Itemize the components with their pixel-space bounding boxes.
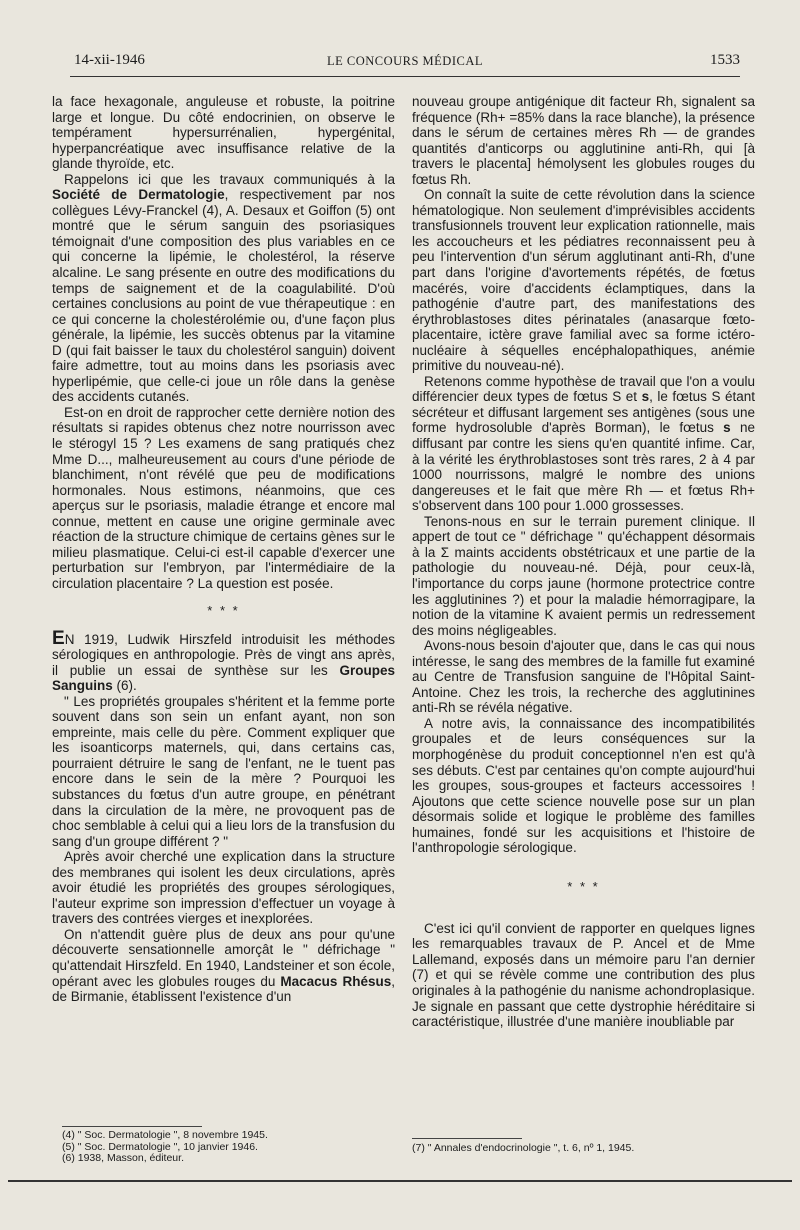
- text-run: ne diffusant par contre les siens qu'en quantité infime. Car, à la vérité les érythroblastoses sont très rares, 2 à 4 par 1000 nourrissons, malgré le nombre des unions dangereuses et le fait que mère Rh — et fœtus Rh+ s'observent dans 100 pour 1.000 grossesses.: [412, 420, 755, 514]
- issue-date: 14-xii-1946: [74, 52, 145, 68]
- paragraph: Après avoir cherché une explication dans la structure des membranes qui isolent les deux circulations, après avoir étudié les propriétés des groupes sérologiques, l'auteur exprime son impression d'effectuer un voyage à travers des contrées vierges et inexplorées.: [52, 849, 395, 927]
- footnote: (6) 1938, Masson, éditeur.: [62, 1152, 184, 1164]
- right-footnotes: [412, 1138, 742, 1154]
- paragraph: A notre avis, la connaissance des incompatibilités groupales et de leurs conséquences sur la morphogénèse du produit conceptionnel n'en est qu'à ses débuts. C'est par centaines qu'on compte aujourd'hui les groupes, sous-groupes et facteurs accessoires ! Ajoutons que cette science nouvelle pose sur un plan désormais solide et logique le problème des familles humaines, fondé sur les acquisitions et l'histoire de l'anthropologie sérologique.: [412, 715, 755, 856]
- footnote: (7) " Annales d'endocrinologie ", t. 6, nº 1, 1945.: [412, 1142, 635, 1154]
- quote-paragraph: " Les propriétés groupales s'héritent et la femme porte souvent dans son sein un enfant ayant, non son empreinte, mais celle du père. Comment expliquer que les isoanticorps maternels, qui, dans certains cas, pourraient détruire le sang de l'enfant, ne le tuent pas encore dans le sein de la mère ? Pourquoi les substances du fœtus d'un autre groupe, en pénétrant dans la circulation de la mère, ne provoquent pas de choc semblable à celui qui a lieu lors de la transfusion du sang d'un groupe différent ? ": [52, 693, 395, 849]
- fetus-type-s: s: [641, 389, 650, 405]
- footnote-rule: [412, 1138, 522, 1139]
- paragraph: Est-on en droit de rapprocher cette dernière notion des résultats si rapides obtenus chez notre nourrisson avec le stérogyl 15 ? Les examens de sang pratiqués chez Mme D..., malheureusement au cours d'une période de blanchiment, n'ont révélé que peu de modifications hormonales. Nous estimons, néanmoins, que ces aperçus sur le psoriasis, maladie étrange et encore mal connue, mettent en cause une origine germinale avec réaction de la structure chimique de certains gènes sur le milieu plasmatique. Celui-ci est-il capable d'exercer une perturbation sur l'embryon, par l'intermédiaire de la circulation placentaire ? La question est posée.: [52, 404, 395, 591]
- paragraph: [412, 374, 755, 514]
- text-run: (6).: [112, 678, 137, 694]
- page-header: [70, 52, 740, 77]
- journal-title: LE CONCOURS MÉDICAL: [326, 54, 484, 68]
- paragraph: nouveau groupe antigénique dit facteur Rh, signalent sa fréquence (Rh+ =85% dans la race blanche), la présence dans le sérum de certaines mères Rh — de grandes quantités d'anticorps ou agglutinine anti-Rh, qui [à travers le placenta] hémolysent les globules rouges du fœtus Rh.: [412, 94, 755, 187]
- drop-cap: E: [52, 627, 65, 649]
- paragraph: Tenons-nous en sur le terrain purement clinique. Il appert de tout ce " défrichage " qu'échappent désormais à la Σ maints accidents obstétricaux et une partie de la pathologie du nouveau-né. Déjà, pour ceux-là, l'importance du corps jaune (hormone protectrice contre les agglutinines ?) et pour la maladie hémorragipare, la notion de la vitamine K avaient permis un redressement des moins négligeables.: [412, 513, 755, 638]
- text-run: , de Birmanie, établissent l'existence d'un: [52, 973, 395, 1005]
- society-name: Société de Dermatologie: [52, 187, 225, 203]
- section-separator: * * *: [567, 878, 600, 894]
- paragraph: la face hexagonale, anguleuse et robuste, la poitrine large et longue. Du côté endocrinien, on observe le tempérament hypersurrénalien, hypergénital, hyperpancréatique avec insuffisance relative de la glande thyroïde, etc.: [52, 94, 395, 172]
- right-column: [412, 94, 755, 1030]
- text-run: , respectivement par nos collègues Lévy-Franckel (4), A. Desaux et Goiffon (5) ont montré que le sérum sanguin des psoriasiques témoignait d'une composition des plus variables en ce qui concerne la lipémie, le cholestérol, la réserve alcaline. Le sang présente en outre des modifications du temps de saignement et de la coagulabilité. D'où certaines conclusions au point de vue thérapeutique : en ce qui concerne la cholestérolémie ou, d'une façon plus générale, la lipémie, les succès obtenus par la vitamine D (qui fait baisser le taux du cholestérol sanguin) doivent faire admettre, tout au moins dans les psoriasis avec hyperlipémie, que celle-ci joue un rôle dans la genèse des accidents cutanés.: [52, 187, 396, 405]
- left-column: [52, 94, 395, 1005]
- text-run: , le fœtus S étant sécréteur et diffusant largement ses antigènes (sous une forme hydrosoluble d'après Borman), le fœtus: [412, 389, 755, 436]
- text-run: Retenons comme hypothèse de travail que l'on a voulu différencier deux types de fœtus S et: [412, 373, 755, 405]
- paragraph: Avons-nous besoin d'ajouter que, dans le cas qui nous intéresse, le sang des membres de la famille fut examiné au Centre de Transfusion sanguine de l'Hôpital Saint-Antoine. Chez les trois, la recherche des agglutinines anti-Rh se révéla négative.: [412, 638, 755, 716]
- book-title: Groupes Sanguins: [52, 662, 395, 694]
- paragraph: [52, 927, 395, 1005]
- footnote-rule: [62, 1126, 202, 1127]
- bottom-rule: [8, 1180, 792, 1182]
- species-name: Macacus Rhésus: [280, 973, 392, 989]
- paragraph: C'est ici qu'il convient de rapporter en quelques lignes les remarquables travaux de P. Ancel et de Mme Lallemand, exposés dans un mémoire paru l'an dernier (7) et qui se révèle comme une contribution des plus originales à la pathogénie du nanisme achondroplasique. Je signale en passant que cette dystrophie héréditaire si caractéristique, illustrée d'une manière inoubliable par: [412, 920, 755, 1030]
- fetus-type-s: s: [723, 420, 731, 436]
- page-number: 1533: [710, 52, 740, 68]
- text-run: N 1919, Ludwik Hirszfeld introduisit les méthodes sérologiques en anthropologie. Près de vingt ans après, il publie un essai de synthèse sur les: [52, 631, 395, 678]
- footnote: (4) " Soc. Dermatologie ", 8 novembre 1945.: [62, 1129, 268, 1141]
- left-footnotes: [62, 1126, 362, 1165]
- footnote: (5) " Soc. Dermatologie ", 10 janvier 1946.: [62, 1140, 258, 1153]
- paragraph: [52, 627, 395, 694]
- text-run: Rappelons ici que les travaux communiqués à la: [64, 171, 395, 187]
- text-run: On n'attendit guère plus de deux ans pour qu'une découverte sensationnelle amorçât le " défrichage " qu'attendait Hirszfeld. En 1940, Landsteiner et son école, opérant avec les globules rouges du: [52, 926, 395, 989]
- paragraph: On connaît la suite de cette révolution dans la science hématologique. Non seulement d'imprévisibles accidents transfusionnels trouvent leur explication rationnelle, mais les accoucheurs et les pédiatres reconnaissent peu à peu l'intervention d'un sérum agglutinant anti-Rh, d'une part dans l'origine d'avortements répétés, de fœtus macérés, voire d'accidents éclamptiques, dans la pathogénie d'autre part, des manifestations des érythroblastoses dites périnatales (anasarque fœto-placentaire, ictère grave familial avec sa forme ictéro-nucléaire à séquelles encéphalopathiques, anémie primitive du nouveau-né).: [412, 187, 755, 374]
- paragraph: [52, 172, 395, 405]
- section-separator: * * *: [207, 602, 240, 618]
